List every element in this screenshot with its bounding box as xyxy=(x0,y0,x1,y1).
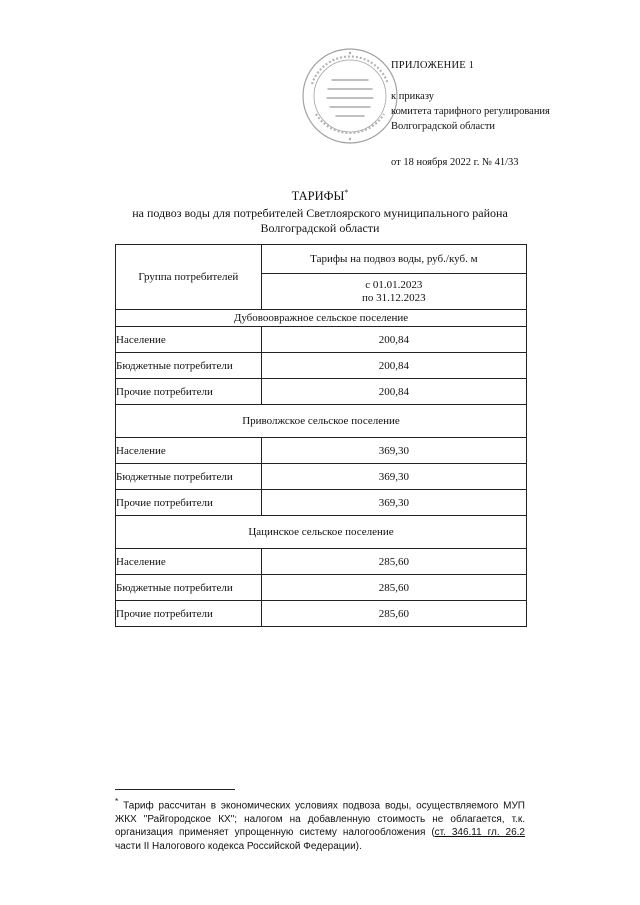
document-title xyxy=(0,188,640,204)
table-row xyxy=(116,379,527,405)
row-label: Население xyxy=(116,549,262,575)
table-row xyxy=(116,327,527,353)
column-header-rate: Тарифы на подвоз воды, руб./куб. м xyxy=(261,245,526,274)
row-value: 200,84 xyxy=(261,379,526,405)
title-footnote-mark: * xyxy=(344,188,349,197)
table-row xyxy=(116,549,527,575)
appendix-line-2: комитета тарифного регулирования xyxy=(391,106,550,117)
appendix-line-3: Волгоградской области xyxy=(391,121,496,132)
section-name: Приволжское сельское поселение xyxy=(116,405,527,438)
appendix-title: ПРИЛОЖЕНИЕ 1 xyxy=(391,60,475,71)
row-label: Население xyxy=(116,327,262,353)
section-row xyxy=(116,516,527,549)
table-header-row xyxy=(116,245,527,274)
row-value: 285,60 xyxy=(261,575,526,601)
row-label: Прочие потребители xyxy=(116,379,262,405)
table-row xyxy=(116,601,527,627)
appendix-date: от 18 ноября 2022 г. № 41/33 xyxy=(391,157,519,168)
row-value: 369,30 xyxy=(261,464,526,490)
section-row xyxy=(116,310,527,327)
section-row xyxy=(116,405,527,438)
table-row xyxy=(116,353,527,379)
title-text: ТАРИФЫ xyxy=(291,189,345,204)
tariff-table xyxy=(115,244,527,627)
footnote-text-1: Тариф рассчитан в экономических условиях подвоза воды, осуществляемого МУП ЖКХ "Райгородское КХ"; налогом на добавленную стоимость не облагается, т.к. организация применяет упрощенную систему налогообложения ( xyxy=(115,800,525,839)
row-label: Прочие потребители xyxy=(116,601,262,627)
footnote-mark: * xyxy=(115,796,119,806)
appendix-line-1: к приказу xyxy=(391,91,434,102)
row-value: 200,84 xyxy=(261,353,526,379)
row-value: 200,84 xyxy=(261,327,526,353)
footnote-divider xyxy=(115,789,235,790)
row-label: Бюджетные потребители xyxy=(116,575,262,601)
table-row xyxy=(116,464,527,490)
footnote-law-link[interactable]: ст. 346.11 гл. 26.2 xyxy=(434,827,525,839)
row-value: 285,60 xyxy=(261,601,526,627)
row-value: 285,60 xyxy=(261,549,526,575)
table-row xyxy=(116,490,527,516)
row-value: 369,30 xyxy=(261,490,526,516)
period-to: по 31.12.2023 xyxy=(362,291,426,304)
row-value: 369,30 xyxy=(261,438,526,464)
period-header xyxy=(261,274,526,310)
stamp-seal xyxy=(300,46,400,146)
row-label: Бюджетные потребители xyxy=(116,353,262,379)
table-row xyxy=(116,438,527,464)
section-name: Цацинское сельское поселение xyxy=(116,516,527,549)
appendix-block xyxy=(391,58,550,170)
row-label: Население xyxy=(116,438,262,464)
footnote xyxy=(115,795,525,853)
row-label: Бюджетные потребители xyxy=(116,464,262,490)
table-row xyxy=(116,575,527,601)
section-name: Дубовоовражное сельское поселение xyxy=(116,310,527,327)
document-subtitle-line-1: на подвоз воды для потребителей Светлоярского муниципального района xyxy=(132,206,508,220)
period-from: с 01.01.2023 xyxy=(365,278,423,291)
column-header-group: Группа потребителей xyxy=(116,245,262,310)
row-label: Прочие потребители xyxy=(116,490,262,516)
document-subtitle-line-2: Волгоградской области xyxy=(260,221,380,235)
footnote-text-2: части II Налогового кодекса Российской Федерации). xyxy=(115,840,362,852)
